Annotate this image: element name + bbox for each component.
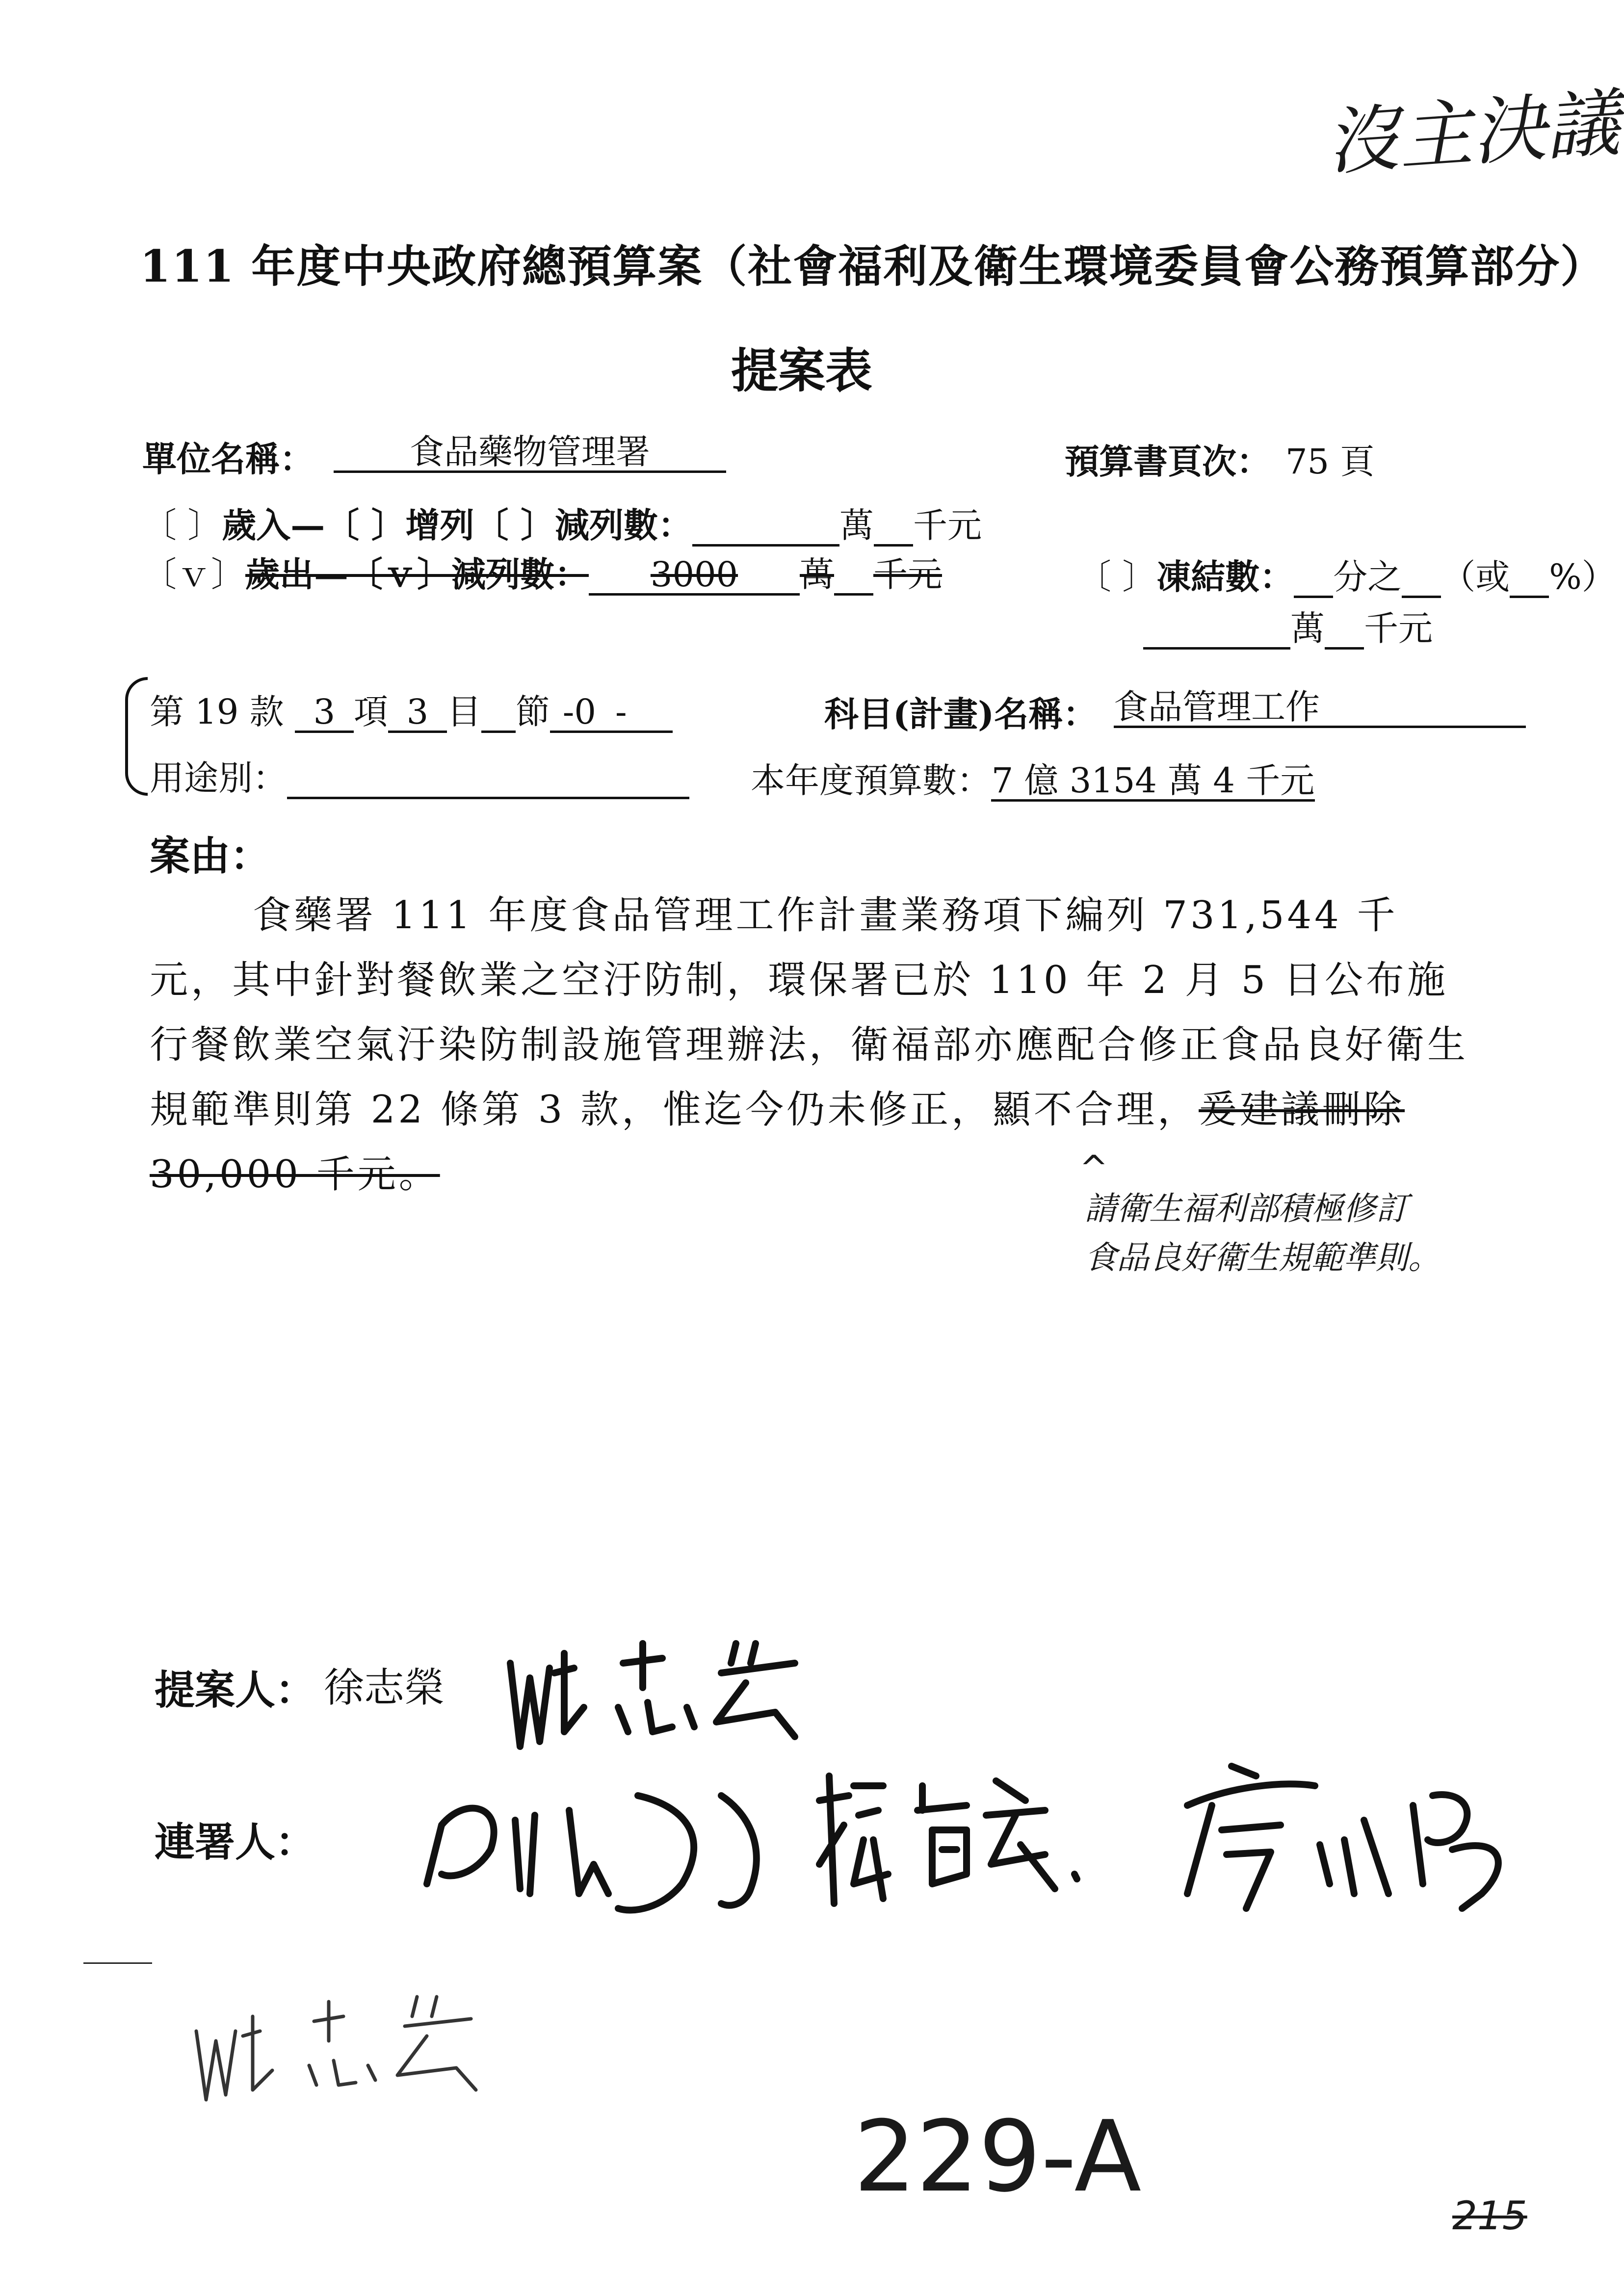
freeze-fen-zhi: 分之 [1333,557,1402,597]
budget-value: 7 億 3154 萬 4 千元 [991,760,1315,801]
expense-label: 歲出—〔ｖ〕減列數： [245,554,589,595]
cosigner-signature-1 [407,1776,785,1933]
case-label: 案由： [150,833,271,880]
unit-name-value: 食品藥物管理署 [334,434,726,473]
case-text-main: 食藥署 111 年度食品管理工作計畫業務項下編列 731,544 千元，其中針對餐飲業之空汙防制，環保署已於 110 年 2 月 5 日公布施行餐飲業空氣汙染防制設施管理辦法，衛福部亦應配合修正食品良好衛生規範準則第 22 條第 3 款，惟迄今仍未修正，顯不合理， [150,893,1469,1132]
expense-checkbox: 〔ｖ〕 [142,554,245,595]
revenue-checkbox: 〔 〕 [142,505,222,546]
subject-label: 科目(計畫)名稱： [824,694,1098,734]
case-text [150,883,1474,1207]
unit-name [334,432,726,473]
revenue-line [142,498,982,548]
document-subtitle: 提案表 [731,343,872,398]
usage-label: 用途別： [150,758,287,798]
freeze-or: （或 [1441,557,1510,597]
proposer-name: 徐志榮 [324,1665,445,1711]
unit-label: 單位名稱： [142,439,314,479]
page-number-original: 215 [1452,2193,1527,2239]
subject-value [1114,687,1526,728]
item-xiang: 項 [353,692,388,732]
proposer-label: 提案人： [155,1667,316,1714]
item-line [150,684,673,734]
handwritten-amendment-line-2: 食品良好衛生規範準則。 [1084,1239,1441,1277]
page-ref-label: 預算書頁次： [1065,441,1271,482]
revenue-wan: 萬 [839,505,874,546]
item-bracket [125,677,148,796]
freeze-line [1077,549,1616,599]
cosigner-signature-2 [810,1756,1143,1918]
budget-label: 本年度預算數： [751,760,991,801]
freeze-pct: %） [1549,557,1616,597]
budget-line [751,753,1315,803]
item-dash: - [609,694,633,733]
expense-line [142,547,942,597]
cosigner-signature-3 [1158,1747,1550,1923]
freeze-amount-line [1143,601,1433,651]
case-text-struck: 爰建議刪除 30,000 千元。 [150,1088,1405,1197]
item-jie-value: -0 [550,694,609,733]
item-mu: 目 [446,692,481,732]
item-mu-value: 3 [388,694,447,733]
expense-qian: 千元 [873,554,942,595]
proposer-signature [500,1634,854,1761]
item-xiang-value: 3 [295,694,354,733]
handwritten-amendment-line-1: 請衛生福利部積極修訂 [1084,1190,1408,1227]
subject-value-text: 食品管理工作 [1114,689,1526,728]
freeze-checkbox: 〔 〕 [1077,557,1157,597]
document-title: 111 年度中央政府總預算案（社會福利及衛生環境委員會公務預算部分） [140,240,1606,292]
usage-line [150,751,689,800]
page-number-handwritten: 229-A [854,2100,1142,2214]
cosigner-label: 連署人： [155,1819,316,1866]
revenue-label: 歲入—〔 〕增列〔 〕減列數： [222,505,693,546]
faint-initials [186,1977,520,2105]
item-kuan: 第 19 款 [150,692,284,732]
revenue-qian: 千元 [913,505,982,546]
handwritten-decision-note: 沒主決議 [1322,80,1623,186]
faint-rule [83,1962,152,1964]
freeze-wan: 萬 [1290,608,1325,649]
freeze-label: 凍結數： [1156,556,1294,597]
freeze-qian: 千元 [1364,608,1433,649]
page-ref-value: 75 頁 [1285,442,1375,482]
item-jie: 節 [515,692,550,732]
expense-amount: 3000 [589,557,800,596]
insertion-caret: ^ [1079,1148,1108,1188]
expense-wan: 萬 [800,554,834,595]
